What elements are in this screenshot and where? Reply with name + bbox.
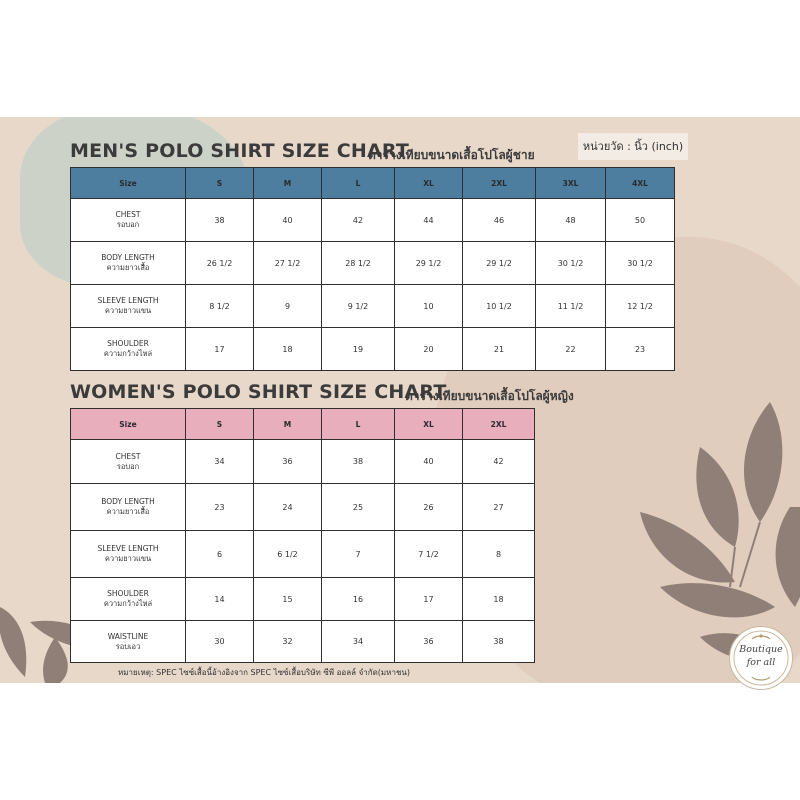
table-cell: 40: [395, 440, 463, 484]
table-cell: 26: [395, 484, 463, 531]
women-header-row: [71, 409, 535, 440]
row-label-en: SLEEVE LENGTH: [97, 544, 159, 553]
table-cell: 44: [395, 199, 463, 242]
logo-text-line2: for all: [746, 657, 776, 668]
men-chart-title: MEN'S POLO SHIRT SIZE CHART: [70, 140, 409, 162]
row-label: [71, 199, 186, 242]
header-cell: 4XL: [606, 168, 675, 199]
table-cell: 9: [254, 285, 322, 328]
table-cell: 32: [254, 621, 322, 663]
table-cell: 29 1/2: [395, 242, 463, 285]
table-cell: 12 1/2: [606, 285, 675, 328]
header-cell: 3XL: [536, 168, 606, 199]
table-cell: 42: [322, 199, 395, 242]
table-cell: 21: [463, 328, 536, 371]
table-cell: 14: [186, 578, 254, 621]
row-label: [71, 578, 186, 621]
table-row: [71, 621, 535, 663]
table-cell: 42: [463, 440, 535, 484]
table-cell: 36: [395, 621, 463, 663]
table-cell: 6: [186, 531, 254, 578]
row-label-th: ความกว้างไหล่: [103, 599, 153, 608]
table-cell: 16: [322, 578, 395, 621]
table-row: [71, 242, 675, 285]
table-cell: 30 1/2: [606, 242, 675, 285]
table-cell: 8: [463, 531, 535, 578]
table-cell: 27 1/2: [254, 242, 322, 285]
row-label-th: ความกว้างไหล่: [103, 349, 153, 358]
row-label: [71, 484, 186, 531]
table-cell: 40: [254, 199, 322, 242]
table-cell: 38: [322, 440, 395, 484]
table-cell: 50: [606, 199, 675, 242]
table-row: [71, 285, 675, 328]
row-label: [71, 285, 186, 328]
table-cell: 29 1/2: [463, 242, 536, 285]
table-cell: 38: [186, 199, 254, 242]
unit-label: หน่วยวัด : นิ้ว (inch): [578, 133, 688, 160]
header-cell: L: [322, 168, 395, 199]
table-row: [71, 440, 535, 484]
row-label-en: BODY LENGTH: [101, 253, 155, 262]
header-cell: M: [254, 409, 322, 440]
brand-logo: [729, 626, 793, 690]
table-cell: 18: [254, 328, 322, 371]
row-label-th: ความยาวเสื้อ: [106, 263, 150, 272]
table-cell: 11 1/2: [536, 285, 606, 328]
header-cell: Size: [71, 409, 186, 440]
row-label-en: SHOULDER: [107, 589, 149, 598]
table-cell: 46: [463, 199, 536, 242]
table-cell: 6 1/2: [254, 531, 322, 578]
header-cell: S: [186, 168, 254, 199]
table-cell: 48: [536, 199, 606, 242]
table-cell: 18: [463, 578, 535, 621]
table-row: [71, 328, 675, 371]
header-cell: M: [254, 168, 322, 199]
header-cell: XL: [395, 409, 463, 440]
row-label: [71, 328, 186, 371]
table-cell: 28 1/2: [322, 242, 395, 285]
row-label-th: รอบอก: [116, 461, 140, 471]
row-label: [71, 440, 186, 484]
table-cell: 10 1/2: [463, 285, 536, 328]
table-cell: 34: [186, 440, 254, 484]
row-label: [71, 531, 186, 578]
men-chart-subtitle-thai: ตารางเทียบขนาดเสื้อโปโลผู้ชาย: [368, 148, 535, 162]
table-cell: 8 1/2: [186, 285, 254, 328]
table-cell: 17: [186, 328, 254, 371]
table-cell: 24: [254, 484, 322, 531]
footnote: หมายเหตุ: SPEC ไซซ์เสื้อนี้อ้างอิงจาก SPEC ไซซ์เสื้อบริษัท ซีพี ออลล์ จำกัด(มหาชน): [118, 668, 410, 677]
table-cell: 17: [395, 578, 463, 621]
logo-text-line1: Boutique: [739, 644, 783, 655]
table-cell: 19: [322, 328, 395, 371]
header-cell: 2XL: [463, 168, 536, 199]
table-cell: 7 1/2: [395, 531, 463, 578]
table-cell: 34: [322, 621, 395, 663]
row-label-en: WAISTLINE: [107, 631, 149, 641]
table-cell: 20: [395, 328, 463, 371]
table-cell: 25: [322, 484, 395, 531]
row-label-th: รอบเอว: [115, 641, 141, 651]
table-row: [71, 578, 535, 621]
row-label-en: CHEST: [115, 210, 141, 219]
table-cell: 23: [186, 484, 254, 531]
table-row: [71, 484, 535, 531]
women-chart-title: WOMEN'S POLO SHIRT SIZE CHART: [70, 381, 447, 403]
table-cell: 10: [395, 285, 463, 328]
row-label-th: ความยาวแขน: [104, 554, 152, 563]
row-label-en: SLEEVE LENGTH: [97, 296, 159, 305]
row-label-th: ความยาวแขน: [104, 306, 152, 315]
table-cell: 15: [254, 578, 322, 621]
table-cell: 23: [606, 328, 675, 371]
men-size-table: [70, 167, 675, 371]
table-cell: 38: [463, 621, 535, 663]
row-label-th: รอบอก: [116, 220, 140, 229]
header-cell: XL: [395, 168, 463, 199]
table-cell: 30: [186, 621, 254, 663]
row-label: [71, 621, 186, 663]
table-row: [71, 531, 535, 578]
header-cell: L: [322, 409, 395, 440]
row-label-th: ความยาวเสื้อ: [106, 507, 150, 516]
table-row: [71, 199, 675, 242]
men-header-row: [71, 168, 675, 199]
table-cell: 9 1/2: [322, 285, 395, 328]
header-cell: 2XL: [463, 409, 535, 440]
header-cell: S: [186, 409, 254, 440]
row-label-en: CHEST: [115, 451, 141, 461]
women-size-table: [70, 408, 535, 663]
row-label: [71, 242, 186, 285]
header-cell: Size: [71, 168, 186, 199]
table-cell: 7: [322, 531, 395, 578]
row-label-en: SHOULDER: [107, 339, 149, 348]
table-cell: 30 1/2: [536, 242, 606, 285]
women-chart-subtitle-thai: ตารางเทียบขนาดเสื้อโปโลผู้หญิง: [405, 389, 574, 403]
table-cell: 27: [463, 484, 535, 531]
table-cell: 36: [254, 440, 322, 484]
table-cell: 26 1/2: [186, 242, 254, 285]
table-cell: 22: [536, 328, 606, 371]
row-label-en: BODY LENGTH: [101, 497, 155, 506]
